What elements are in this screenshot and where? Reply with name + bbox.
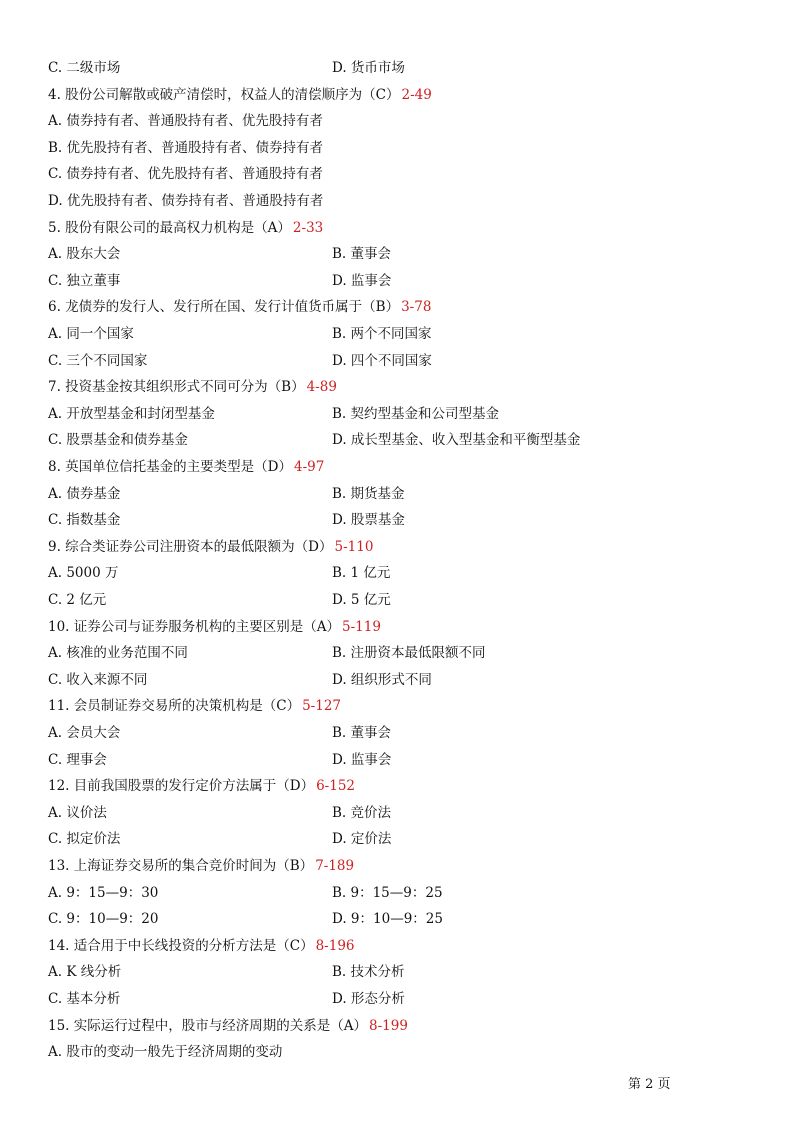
page-number: 第 2 页 xyxy=(628,1077,671,1092)
option: D. 成长型基金、收入型基金和平衡型基金 xyxy=(332,432,581,449)
option: B. 注册资本最低限额不同 xyxy=(332,645,486,662)
question-text xyxy=(48,536,754,558)
option: C. 债券持有者、优先股持有者、普通股持有者 xyxy=(48,166,323,183)
option: A. 开放型基金和封闭型基金 xyxy=(48,405,215,422)
question-stem: 12. 目前我国股票的发行定价方法属于（D） xyxy=(48,778,315,795)
question-text xyxy=(48,1015,754,1037)
option: D. 形态分析 xyxy=(332,991,405,1007)
option: D. 5 亿元 xyxy=(332,592,391,608)
question-text xyxy=(48,775,754,797)
question-stem: 7. 投资基金按其组织形式不同可分为（B） xyxy=(48,379,305,396)
option: C. 理事会 xyxy=(48,751,107,768)
option-row xyxy=(48,562,754,584)
question-stem: 8. 英国单位信托基金的主要类型是（D） xyxy=(48,459,292,475)
question-stem: 4. 股份公司解散或破产清偿时，权益人的清偿顺序为（C） xyxy=(48,86,400,103)
question-reference: 4-97 xyxy=(294,459,325,475)
option-row xyxy=(48,350,754,372)
option: B. 期货基金 xyxy=(332,485,405,502)
option-row xyxy=(48,828,754,850)
option: C. 二级市场 xyxy=(48,60,121,76)
option: B. 契约型基金和公司型基金 xyxy=(332,405,500,422)
question-text xyxy=(48,935,754,957)
option-row xyxy=(48,669,754,691)
question-stem: 14. 适合用于中长线投资的分析方法是（C） xyxy=(48,937,314,954)
option: C. 拟定价法 xyxy=(48,831,121,848)
option: B. 两个不同国家 xyxy=(332,326,432,342)
question-text xyxy=(48,695,754,717)
option-row xyxy=(48,802,754,824)
option: A. 股东大会 xyxy=(48,246,121,263)
question-reference: 3-78 xyxy=(401,299,432,316)
option: B. 1 亿元 xyxy=(332,565,391,582)
question-stem: 10. 证券公司与证券服务机构的主要区别是（A） xyxy=(48,618,341,635)
question-stem: 6. 龙债券的发行人、发行所在国、发行计值货币属于（B） xyxy=(48,299,400,316)
question-reference: 5-119 xyxy=(342,618,381,635)
option: A. 议价法 xyxy=(48,804,107,821)
question-stem: 15. 实际运行过程中，股市与经济周期的关系是（A） xyxy=(48,1017,368,1034)
question-text xyxy=(48,456,754,478)
option: C. 独立董事 xyxy=(48,272,121,289)
option: B. 竞价法 xyxy=(332,804,392,821)
question-reference: 2-33 xyxy=(292,219,324,236)
option: C. 三个不同国家 xyxy=(48,352,148,369)
option-row xyxy=(48,429,754,451)
option: B. 优先股持有者、普通股持有者、债券持有者 xyxy=(48,139,324,156)
option: D. 9：10—9：25 xyxy=(332,911,443,928)
option: C. 基本分析 xyxy=(48,991,121,1007)
option: C. 指数基金 xyxy=(48,512,121,529)
question-text xyxy=(48,616,754,638)
option-row xyxy=(48,509,754,531)
option-row xyxy=(48,589,754,611)
question-reference: 8-196 xyxy=(315,937,355,954)
option: B. 董事会 xyxy=(332,246,392,263)
option: A. 同一个国家 xyxy=(48,326,134,342)
option: C. 股票基金和债券基金 xyxy=(48,432,188,449)
option: A. 股市的变动一般先于经济周期的变动 xyxy=(48,1044,283,1061)
option: A. 会员大会 xyxy=(48,725,121,741)
question-stem: 11. 会员制证券交易所的决策机构是（C） xyxy=(48,698,301,715)
option-row xyxy=(48,722,754,744)
option-row xyxy=(48,243,754,265)
option: D. 组织形式不同 xyxy=(332,671,432,688)
question-reference: 7-189 xyxy=(315,858,355,874)
option-row xyxy=(48,908,754,930)
option: C. 2 亿元 xyxy=(48,592,107,608)
question-stem: 5. 股份有限公司的最高权力机构是（A） xyxy=(48,219,291,236)
option-row xyxy=(48,749,754,771)
option-row xyxy=(48,403,754,425)
question-reference: 5-127 xyxy=(302,698,342,715)
option-row xyxy=(48,961,754,983)
question-reference: 4-89 xyxy=(306,379,337,396)
option: D. 股票基金 xyxy=(332,512,405,529)
question-text xyxy=(48,855,754,877)
option: A. 9：15—9：30 xyxy=(48,884,159,901)
option: D. 四个不同国家 xyxy=(332,352,432,369)
option: A. 债券持有者、普通股持有者、优先股持有者 xyxy=(48,113,323,130)
question-stem: 9. 综合类证券公司注册资本的最低限额为（D） xyxy=(48,538,333,555)
question-text xyxy=(48,217,754,239)
option-row xyxy=(48,988,754,1010)
option-row xyxy=(48,882,754,904)
option: B. 技术分析 xyxy=(332,964,405,981)
option: C. 收入来源不同 xyxy=(48,671,148,688)
option-row xyxy=(48,57,754,79)
option-row xyxy=(48,642,754,664)
question-reference: 5-110 xyxy=(334,538,374,555)
option: D. 优先股持有者、债券持有者、普通股持有者 xyxy=(48,193,324,209)
question-text xyxy=(48,84,754,106)
question-reference: 8-199 xyxy=(369,1017,408,1034)
question-text xyxy=(48,376,754,398)
option-row xyxy=(48,323,754,345)
option-row xyxy=(48,270,754,292)
option: A. 核准的业务范围不同 xyxy=(48,645,188,662)
option: D. 定价法 xyxy=(332,831,392,848)
question-text xyxy=(48,296,754,318)
option: B. 9：15—9：25 xyxy=(332,884,443,901)
option: B. 董事会 xyxy=(332,725,392,741)
question-stem: 13. 上海证券交易所的集合竞价时间为（B） xyxy=(48,858,314,874)
option-row xyxy=(48,483,754,505)
question-reference: 6-152 xyxy=(316,778,356,795)
option: A. K 线分析 xyxy=(48,964,122,981)
option: A. 债券基金 xyxy=(48,485,121,502)
option: D. 监事会 xyxy=(332,751,392,768)
option: A. 5000 万 xyxy=(48,565,119,582)
option: D. 货币市场 xyxy=(332,60,405,76)
option: D. 监事会 xyxy=(332,272,392,289)
question-reference: 2-49 xyxy=(401,86,432,103)
option: C. 9：10—9：20 xyxy=(48,911,159,928)
